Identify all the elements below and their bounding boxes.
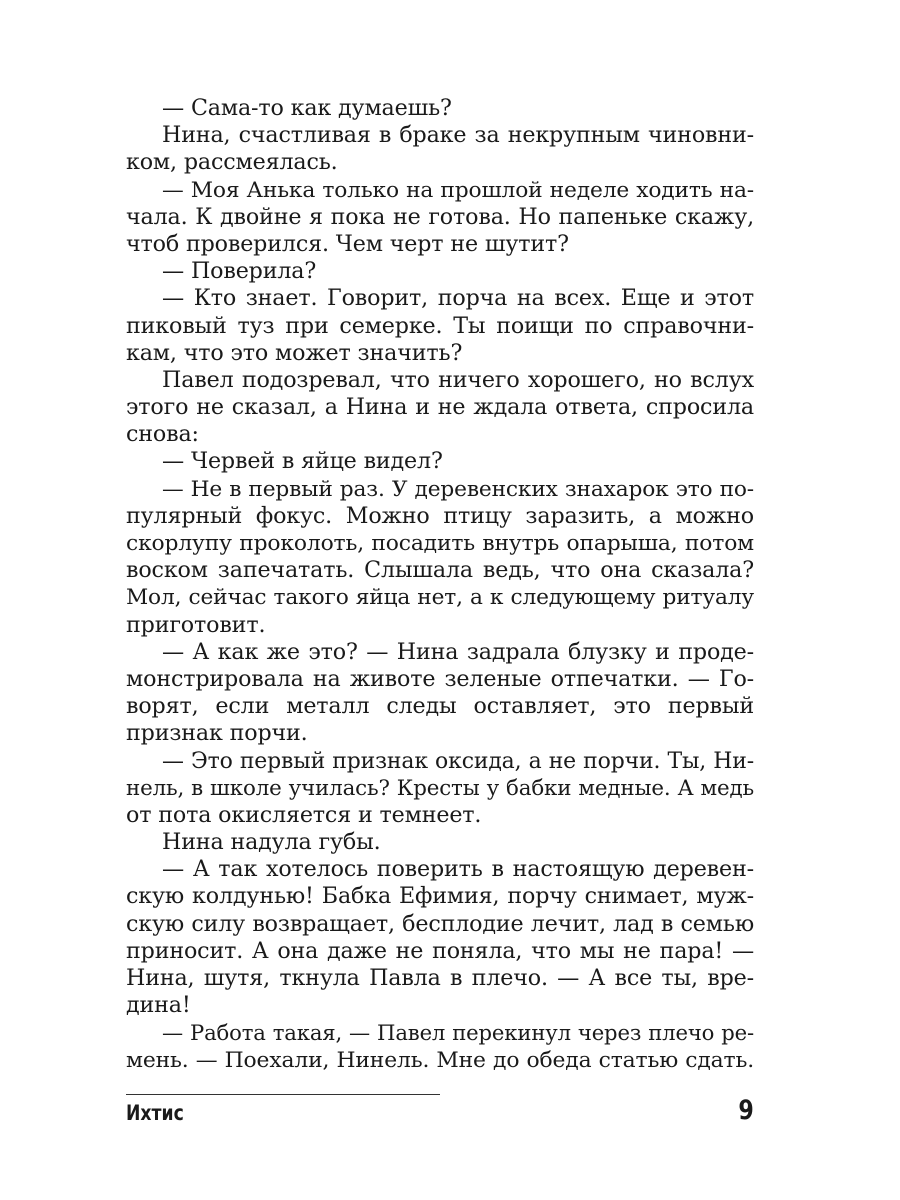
text-line: Нина, счастливая в браке за некрупным чиновни- — [162, 122, 754, 149]
text-line: дина! — [126, 992, 191, 1019]
text-line: ком, рассмеялась. — [126, 149, 338, 176]
text-line: скорлупу проколоть, посадить внутрь опарыша, потом — [126, 531, 754, 556]
text-line: нель, в школе училась? Кресты у бабки медные. А медь — [126, 775, 754, 801]
text-line: пулярный фокус. Можно птицу заразить, а можно — [126, 502, 754, 529]
text-line: приносит. А она даже не поняла, что мы не пара! — — [126, 937, 754, 964]
text-line: воском запечатать. Слышала ведь, что она сказала? — [126, 557, 754, 584]
text-line: ворят, если металл следы оставляет, это первый — [126, 693, 754, 720]
text-line: скую колдунью! Бабка Ефимия, порчу снимает, муж- — [126, 883, 754, 910]
text-line: — Кто знает. Говорит, порча на всех. Еще и этот — [162, 285, 754, 312]
text-line: — А как же это? — Нина задрала блузку и проде- — [162, 638, 754, 665]
text-line: чала. К двойне я пока не готова. Но папеньке скажу, — [126, 203, 754, 230]
page-number: 9 — [738, 1095, 754, 1126]
text-line: — Червей в яйце видел? — [162, 448, 443, 475]
footer-rule — [126, 1094, 440, 1095]
text-line: — Не в первый раз. У деревенских знахарок это по- — [162, 476, 754, 502]
text-line: признак порчи. — [126, 720, 308, 747]
text-line: скую силу возвращает, бесплодие лечит, лад в семью — [126, 910, 754, 937]
text-line: Нина, шутя, ткнула Павла в плечо. — А все ты, вре- — [126, 965, 754, 991]
text-line: чтоб проверился. Чем черт не шутит? — [126, 230, 569, 257]
footer-book-title: Ихтис — [126, 1101, 184, 1125]
text-line: от пота окисляется и темнеет. — [126, 801, 482, 828]
body-text — [126, 95, 754, 1074]
text-line: Мол, сейчас такого яйца нет, а к следующему ритуалу — [126, 585, 754, 611]
text-line: — А так хотелось поверить в настоящую деревен- — [162, 856, 754, 883]
text-line: пиковый туз при семерке. Ты поищи по справочни- — [126, 312, 754, 339]
text-line: — Сама-то как думаешь? — [162, 95, 452, 121]
text-line: Павел подозревал, что ничего хорошего, но вслух — [162, 366, 754, 393]
text-line: снова: — [126, 421, 199, 448]
text-line: этого не сказал, а Нина и не ждала ответа, спросила — [126, 394, 754, 421]
text-line: — Моя Анька только на прошлой неделе ходить на- — [162, 177, 754, 203]
text-line: приготовит. — [126, 611, 266, 638]
text-line: монстрировала на животе зеленые отпечатки. — Го- — [126, 665, 754, 692]
text-line: кам, что это может значить? — [126, 339, 463, 366]
text-line: — Работа такая, — Павел перекинул через плечо ре- — [162, 1020, 754, 1046]
text-line: мень. — Поехали, Нинель. Мне до обеда статью сдать. — [126, 1047, 754, 1073]
text-line: — Поверила? — [162, 258, 317, 285]
text-line: — Это первый признак оксида, а не порчи. Ты, Ни- — [162, 748, 754, 774]
text-line: Нина надула губы. — [162, 829, 381, 856]
